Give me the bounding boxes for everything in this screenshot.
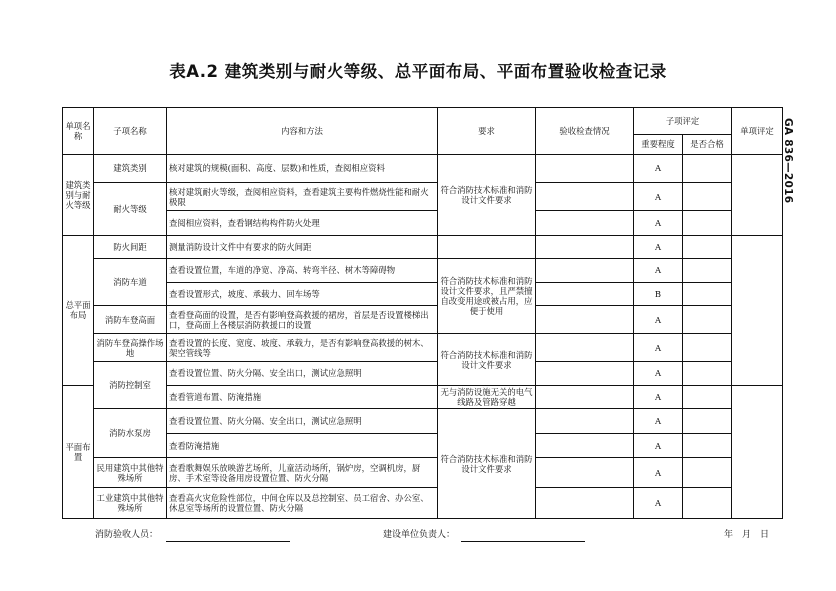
requirement-cell: 符合消防技术标准和消防设计文件要求 xyxy=(438,155,536,236)
requirement-cell: 无与消防设施无关的电气线路及管路穿越 xyxy=(438,385,536,409)
importance-cell: A xyxy=(634,458,683,488)
check-status-cell[interactable] xyxy=(536,236,634,259)
date-label: 年 月 日 xyxy=(724,530,770,540)
table-row xyxy=(63,458,783,488)
qualified-cell[interactable] xyxy=(683,385,732,409)
header-importance: 重要程度 xyxy=(634,134,683,154)
qualified-cell[interactable] xyxy=(683,362,732,386)
group-name: 平面布置 xyxy=(63,385,94,518)
subitem-name: 消防水泵房 xyxy=(94,409,167,458)
qualified-cell[interactable] xyxy=(683,258,732,283)
qualified-cell[interactable] xyxy=(683,433,732,458)
header-unit-eval: 单项评定 xyxy=(732,108,783,155)
subitem-name: 消防车登高操作场地 xyxy=(94,334,167,362)
importance-cell: A xyxy=(634,155,683,183)
requirement-cell: 符合消防技术标准和消防设计文件要求，且严禁擅自改变用途或被占用，应便于使用 xyxy=(438,258,536,334)
content-cell: 查看设置位置，车道的净宽、净高、转弯半径、树木等障碍物 xyxy=(167,258,438,283)
document-title: 表A.2 建筑类别与耐火等级、总平面布局、平面布置验收检查记录 xyxy=(169,62,667,81)
importance-cell: A xyxy=(634,305,683,334)
header-row xyxy=(63,108,783,135)
check-status-cell[interactable] xyxy=(536,305,634,334)
importance-cell: A xyxy=(634,488,683,519)
standard-code: GA 836—2016 xyxy=(782,118,794,204)
header-sub-eval: 子项评定 xyxy=(634,108,732,135)
qualified-cell[interactable] xyxy=(683,458,732,488)
content-cell: 查看防淹措施 xyxy=(167,433,438,458)
importance-cell: A xyxy=(634,334,683,362)
qualified-cell[interactable] xyxy=(683,155,732,183)
content-cell: 核对建筑耐火等级，查阅相应资料，查看建筑主要构件燃烧性能和耐火极限 xyxy=(167,182,438,211)
requirement-cell-empty xyxy=(438,236,536,259)
table-row xyxy=(63,182,783,211)
content-cell: 核对建筑的规模(面积、高度、层数)和性质，查阅相应资料 xyxy=(167,155,438,183)
unit-eval-cell[interactable] xyxy=(732,385,783,518)
content-cell: 查看设置形式，坡度、承载力、回车场等 xyxy=(167,283,438,306)
content-cell: 查看设置的长度、宽度、坡度、承载力，是否有影响登高救援的树木、架空管线等 xyxy=(167,334,438,362)
content-cell: 查看歌舞娱乐放映游艺场所，儿童活动场所，锅炉房，空调机房，厨房、手术室等设备用房设置位置、防火分隔 xyxy=(167,458,438,488)
check-status-cell[interactable] xyxy=(536,433,634,458)
qualified-cell[interactable] xyxy=(683,409,732,434)
header-requirement: 要求 xyxy=(438,108,536,155)
check-status-cell[interactable] xyxy=(536,155,634,183)
qualified-cell[interactable] xyxy=(683,236,732,259)
qualified-cell[interactable] xyxy=(683,211,732,236)
importance-cell: A xyxy=(634,211,683,236)
subitem-name: 防火间距 xyxy=(94,236,167,259)
check-status-cell[interactable] xyxy=(536,334,634,362)
check-status-cell[interactable] xyxy=(536,362,634,386)
subitem-name: 建筑类别 xyxy=(94,155,167,183)
requirement-cell: 符合消防技术标准和消防设计文件要求 xyxy=(438,409,536,519)
importance-cell: A xyxy=(634,433,683,458)
inspection-table xyxy=(62,107,783,519)
importance-cell: A xyxy=(634,385,683,409)
subitem-name: 消防车道 xyxy=(94,258,167,305)
requirement-cell: 符合消防技术标准和消防设计文件要求 xyxy=(438,334,536,385)
subitem-name: 消防车登高面 xyxy=(94,305,167,334)
subitem-name: 耐火等级 xyxy=(94,182,167,235)
subitem-name: 消防控制室 xyxy=(94,362,167,409)
qualified-cell[interactable] xyxy=(683,305,732,334)
content-cell: 查看登高面的设置，是否有影响登高救援的裙房，首层是否设置楼梯出口，登高面上各楼层消防救援口的设置 xyxy=(167,305,438,334)
header-qualified: 是否合格 xyxy=(683,134,732,154)
table-row xyxy=(63,155,783,183)
table-row xyxy=(63,334,783,362)
content-cell: 查看设置位置、防火分隔、安全出口，测试应急照明 xyxy=(167,362,438,386)
check-status-cell[interactable] xyxy=(536,409,634,434)
inspector-signature-line[interactable] xyxy=(166,541,290,542)
header-check-status: 验收检查情况 xyxy=(536,108,634,155)
content-cell: 查阅相应资料，查看钢结构构件防火处理 xyxy=(167,211,438,236)
content-cell: 测量消防设计文件中有要求的防火间距 xyxy=(167,236,438,259)
qualified-cell[interactable] xyxy=(683,283,732,306)
group-name: 总平面布局 xyxy=(63,236,94,386)
content-cell: 查看管道布置、防淹措施 xyxy=(167,385,438,409)
unit-eval-cell[interactable] xyxy=(732,155,783,236)
check-status-cell[interactable] xyxy=(536,182,634,211)
table-row xyxy=(63,305,783,334)
table-row xyxy=(63,211,783,236)
owner-signature-line[interactable] xyxy=(461,541,585,542)
check-status-cell[interactable] xyxy=(536,458,634,488)
table-row xyxy=(63,258,783,283)
importance-cell: A xyxy=(634,258,683,283)
check-status-cell[interactable] xyxy=(536,258,634,283)
table-row xyxy=(63,236,783,259)
check-status-cell[interactable] xyxy=(536,211,634,236)
table-row xyxy=(63,409,783,434)
inspector-label: 消防验收人员： xyxy=(95,530,159,540)
header-unit-name: 单项名称 xyxy=(63,108,94,155)
table-row xyxy=(63,385,783,409)
header-sub-name: 子项名称 xyxy=(94,108,167,155)
table-row xyxy=(63,362,783,386)
group-name: 建筑类别与耐火等级 xyxy=(63,155,94,236)
importance-cell: A xyxy=(634,409,683,434)
importance-cell: A xyxy=(634,362,683,386)
content-cell: 查看设置位置、防火分隔、安全出口，测试应急照明 xyxy=(167,409,438,434)
qualified-cell[interactable] xyxy=(683,334,732,362)
importance-cell: A xyxy=(634,236,683,259)
header-content: 内容和方法 xyxy=(167,108,438,155)
table-row xyxy=(63,488,783,519)
qualified-cell[interactable] xyxy=(683,182,732,211)
subitem-name: 工业建筑中其他特殊场所 xyxy=(94,488,167,519)
unit-eval-cell[interactable] xyxy=(732,236,783,386)
check-status-cell[interactable] xyxy=(536,283,634,306)
table-row xyxy=(63,283,783,306)
qualified-cell[interactable] xyxy=(683,488,732,519)
table-row xyxy=(63,433,783,458)
check-status-cell[interactable] xyxy=(536,488,634,519)
subitem-name: 民用建筑中其他特殊场所 xyxy=(94,458,167,488)
importance-cell: A xyxy=(634,182,683,211)
check-status-cell[interactable] xyxy=(536,385,634,409)
importance-cell: B xyxy=(634,283,683,306)
owner-label: 建设单位负责人： xyxy=(383,530,456,540)
content-cell: 查看高火灾危险性部位，中间仓库以及总控制室、员工宿舍、办公室、休息室等场所的设置位置、防火分隔 xyxy=(167,488,438,519)
